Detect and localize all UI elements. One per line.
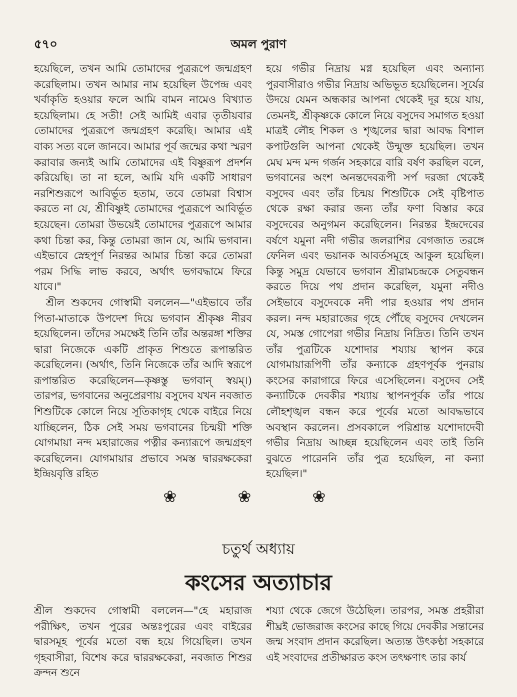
- paragraph: শয্যা থেকে জেগে উঠেছিল। তারপর, সমস্ত প্রহরীরা শীঘ্রই ভোজরাজ কংসের কাছে গিয়ে দেবকীর সন্তানের জন্ম সংবাদ প্রদান করেছিল। অত্যন্ত উৎকণ্ঠা সহকারে এই সংবাদের প্রতীক্ষারত কংস তৎক্ষণাৎ তার কার্য: [266, 605, 484, 664]
- page-header: [34, 36, 483, 54]
- chapter-title: কংসের অত্যাচার: [185, 570, 332, 596]
- left-column-bottom: [34, 604, 252, 694]
- ornament-divider: ❀ ❀ ❀: [163, 487, 354, 506]
- chapter-number: চতুর্থ অধ্যায়: [222, 540, 295, 558]
- page-number: ৫৭০: [34, 37, 58, 51]
- paragraph: শ্রীল শুকদেব গোস্বামী বললেন—"এইভাবে তাঁর পিতা-মাতাকে উপদেশ দিয়ে ভগবান শ্রীকৃষ্ণ নীরব হয়েছিলেন। তাঁদের সমক্ষেই তিনি তাঁর অন্তরঙ্গা শক্তির দ্বারা নিজেকে একটি প্রাকৃত শিশুতে রূপান্তরিত করেছিলেন। (অর্থাৎ, তিনি নিজেকে তাঁর আদি স্বরূপে রূপান্তরিত করেছিলেন—কৃষ্ণস্তু ভগবান্ স্বয়ম্।) তারপর, ভগবানের অনুপ্রেরণায় বসুদেব যখন নবজাত শিশুটিকে কোলে নিয়ে সূতিকাগৃহ থেকে বাইরে নিয়ে যাচ্ছিলেন, ঠিক সেই সময় ভগবানের চিন্ময়ী শক্তি যোগমায়া নন্দ মহারাজের পত্নীর কন্যারূপে জন্মগ্রহণ করেছিলেন। যোগমায়ার প্রভাবে সমস্ত দ্বাররক্ষকেরা ইন্দ্রিয়বৃত্তি রহিত: [34, 296, 252, 481]
- paragraph: হয়ে গভীর নিদ্রায় মগ্ন হয়েছিল এবং অন্যান্য পুরবাসীরাও গভীর নিদ্রায় অভিভূত হয়েছিলেন। সূর্যের উদয়ে যেমন অন্ধকার আপনা থেকেই দূর হয়ে যায়, তেমনই, শ্রীকৃষ্ণকে কোলে নিয়ে বসুদেব সমাগত হওয়া মাত্রই লৌহ শিকল ও শৃঙ্খলের দ্বারা আবদ্ধ বিশাল কপাটগুলি আপনা থেকেই উন্মুক্ত হয়েছিল। তখন মেঘ মন্দ মন্দ গর্জন সহকারে বারি বর্ষণ করছিল বলে, ভগবানের অংশ অনন্তদেবরূপী সর্প দরজা থেকেই বসুদেব এবং তাঁর চিন্ময় শিশুটিকে সেই বৃষ্টিপাত থেকে রক্ষা করার জন্য তাঁর ফণা বিস্তার করে বসুদেবের অনুগমন করেছিলেন। নিরন্তর ইন্দ্রদেবের বর্ষণে যমুনা নদী গভীর জলরাশির বেগজাত তরঙ্গে ফেনিল এবং ভয়ানক আবর্তসমূহে আকুল হয়েছিল। কিন্তু সমুদ্র যেভাবে ভগবান শ্রীরামচন্দ্রকে সেতুবন্ধন করতে দিয়ে পথ প্রদান করেছিল, যমুনা নদীও সেইভাবে বসুদেবকে নদী পার হওয়ার পথ প্রদান করল। নন্দ মহারাজের গৃহে পৌঁছে বসুদেব দেখলেন যে, সমস্ত গোপেরা গভীর নিদ্রায় নিদ্রিত। তিনি তখন তাঁর পুত্রটিকে যশোদার শয্যায় স্থাপন করে যোগমায়ারূপিণী তাঁর কন্যাকে গ্রহণপূর্বক পুনরায় কংসের কারাগারে ফিরে এসেছিলেন। বসুদেব সেই কন্যাটিকে দেবকীর শয্যায় স্থাপনপূর্বক তাঁর পায়ে লৌহশৃঙ্খল বন্ধন করে পূর্বের মতো আবদ্ধভাবে অবস্থান করলেন। প্রসবকালে পরিশ্রান্ত যশোদাদেবী গভীর নিদ্রায় আচ্ছন্ন হয়েছিলেন এবং তাই তিনি বুঝতে পারেননি তাঁর পুত্র হয়েছিল, না কন্যা হয়েছিল।": [266, 63, 484, 481]
- running-title: অমল পুরাণ: [230, 37, 287, 51]
- paragraph: হয়েছিলে, তখন আমি তোমাদের পুত্ররূপে জন্মগ্রহণ করেছিলাম। তখন আমার নাম হয়েছিল উপেন্দ্র এবং খর্বাকৃতি হওয়ার ফলে আমি বামন নামেও বিখ্যাত হয়েছিলাম। হে সতী! সেই আমিই এবার তৃতীয়বার তোমাদের পুত্ররূপে জন্মগ্রহণ করেছি। আমার এই বাক্য সত্য বলে জানবে। আমার পূর্ব জন্মের কথা স্মরণ করাবার জন্যই আমি তোমাদের এই বিষ্ণুরূপ প্রদর্শন করিয়েছি। তা না হলে, আমি যদি একটি সাধারণ নরশিশুরূপে আবির্ভূত হতাম, তবে তোমরা বিশ্বাস করতে না যে, শ্রীবিষ্ণুই তোমাদের পুত্ররূপে আবির্ভূত হয়েছেন। তোমরা উভয়েই তোমাদের পুত্ররূপে আমার কথা চিন্তা কর, কিন্তু তোমরা জান যে, আমি ভগবান। এইভাবে স্নেহপূর্ণ নিরন্তর আমার চিন্তা করে তোমরা পরম সিদ্ধি লাভ করবে, অর্থাৎ ভগবদ্ধামে ফিরে যাবে।": [34, 63, 252, 294]
- right-column-bottom: [266, 604, 484, 694]
- left-column-top: [34, 62, 252, 486]
- right-column-top: [266, 62, 484, 482]
- paragraph: শ্রীল শুকদেব গোস্বামী বললেন—"হে মহারাজ পরীক্ষিৎ, তখন পুরের অন্তঃপুরের এবং বাইরের দ্বারসমূহ পূর্বের মতো বন্ধ হয়ে গিয়েছিল। তখন গৃহবাসীরা, বিশেষ করে দ্বাররক্ষকেরা, নবজাত শিশুর ক্রন্দন শুনে: [34, 605, 252, 680]
